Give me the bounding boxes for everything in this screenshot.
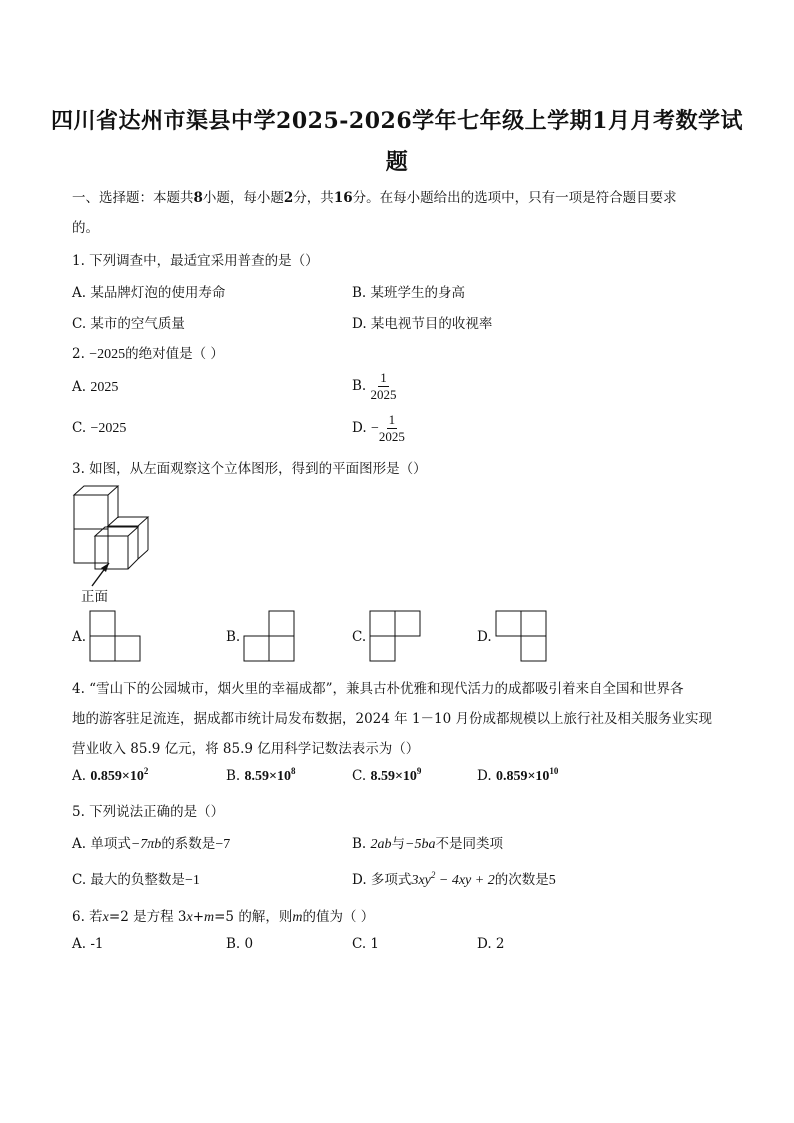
q1-option-d: D. 某电视节目的收视率 xyxy=(352,316,493,332)
option-value: −2025 xyxy=(90,421,127,436)
exponent: 2 xyxy=(143,766,149,776)
poly-term: 3xy xyxy=(411,873,431,888)
monomial: −7πb xyxy=(130,837,162,852)
var-x: x xyxy=(102,910,109,925)
option-label: A. xyxy=(72,768,87,784)
section-text: 分。在每小题给出的选项中，只有一项是符合题目要求 xyxy=(352,190,677,206)
exponent: 9 xyxy=(416,766,422,776)
polynomial xyxy=(411,870,495,888)
option-value: 5 xyxy=(548,873,556,888)
option-label: D. xyxy=(352,420,367,436)
term-1: 2ab xyxy=(370,837,392,852)
option-text: 与 xyxy=(391,836,406,852)
q4-stem-line3: 营业收入 85.9 亿元，将 85.9 亿用科学记数法表示为（） xyxy=(72,741,420,757)
q6-option-d: D. 2 xyxy=(477,936,505,952)
stem-text: =5 的解，则 xyxy=(214,909,293,925)
var-m: m xyxy=(292,910,303,925)
stem-text: =2 是方程 3 xyxy=(108,909,187,925)
option-text: 的次数是 xyxy=(494,872,549,888)
q4-stem-line1: 4. “雪山下的公园城市，烟火里的幸福成都”，兼具古朴优雅和现代活力的成都吸引着来自全国和世界各 xyxy=(72,681,684,697)
option-value xyxy=(495,766,559,784)
q2-number: 2. xyxy=(72,346,85,362)
mantissa: 0.859×10 xyxy=(495,769,550,784)
q4-option-b xyxy=(226,768,296,785)
option-label: A. xyxy=(72,379,87,395)
option-value: −7 xyxy=(215,837,231,852)
option-label: B. xyxy=(352,836,367,852)
q1-option-b: B. 某班学生的身高 xyxy=(352,285,466,301)
exam-title-line1: 四川省达州市渠县中学2025-2026学年七年级上学期1月月考数学试 xyxy=(51,108,743,134)
option-label: D. xyxy=(477,768,492,784)
option-value: 2025 xyxy=(90,380,119,395)
question-count: 8 xyxy=(193,190,203,206)
q6-option-c: C. 1 xyxy=(352,936,380,952)
q1-stem: 1. 下列调查中，最适宜采用普查的是（） xyxy=(72,253,319,269)
option-value xyxy=(370,766,422,784)
exponent: 10 xyxy=(549,766,559,776)
numerator: 1 xyxy=(380,370,387,385)
q6-option-b: B. 0 xyxy=(226,936,254,952)
points-each: 2 xyxy=(283,190,294,206)
q5-option-a xyxy=(72,832,230,853)
section-header-line2: 的。 xyxy=(72,220,99,236)
denominator: 2025 xyxy=(378,429,405,444)
mantissa: 8.59×10 xyxy=(370,769,417,784)
q5-option-b xyxy=(352,832,503,853)
points-total: 16 xyxy=(333,190,353,206)
section-text: 分，共 xyxy=(293,190,334,206)
exponent: 8 xyxy=(291,766,296,776)
q3-option-a-label: A. xyxy=(72,629,87,645)
minus-sign: − xyxy=(370,421,379,436)
q1-option-c: C. 某市的空气质量 xyxy=(72,316,185,332)
option-label: C. xyxy=(72,420,87,436)
exam-title-line2: 题 xyxy=(385,149,409,175)
option-text: A. 单项式 xyxy=(72,836,131,852)
q2-stem-text: 的绝对值是（ ） xyxy=(125,346,224,362)
q4-stem-line2: 地的游客驻足流连，据成都市统计局发布数据，2024 年 1－10 月份成都规模以上旅行社及相关服务业实现 xyxy=(72,711,712,727)
var-m: m xyxy=(204,910,215,925)
q1-option-a: A. 某品牌灯泡的使用寿命 xyxy=(72,285,226,301)
section-text: 小题，每小题 xyxy=(202,190,284,206)
q4-option-c xyxy=(352,768,421,785)
option-label: B. xyxy=(352,378,367,394)
var-x: x xyxy=(186,910,193,925)
option-label: C. xyxy=(352,768,367,784)
numerator: 1 xyxy=(388,412,396,427)
option-value xyxy=(244,766,296,784)
term-2: −5ba xyxy=(405,837,436,852)
q5-stem: 5. 下列说法正确的是（） xyxy=(72,804,225,820)
option-value: −1 xyxy=(184,873,200,888)
stem-text: + xyxy=(192,909,204,925)
q5-option-d xyxy=(352,868,556,889)
q5-option-c xyxy=(72,868,200,889)
option-text: 不是同类项 xyxy=(435,836,503,852)
poly-rest: − 4xy + 2 xyxy=(435,873,495,888)
stem-text: 的值为（ ） xyxy=(302,909,375,925)
front-label: 正面 xyxy=(81,589,108,605)
q3-option-c-label: C. xyxy=(352,629,367,645)
q2-value: −2025 xyxy=(89,347,126,362)
mantissa: 8.59×10 xyxy=(244,769,291,784)
option-text: C. 最大的负整数是 xyxy=(72,872,185,888)
q3-option-b-label: B. xyxy=(226,629,241,645)
q4-option-d xyxy=(477,768,558,785)
q6-option-a: A. -1 xyxy=(72,936,104,952)
option-label: B. xyxy=(226,768,241,784)
exponent: 2 xyxy=(430,870,436,880)
option-text: D. 多项式 xyxy=(352,872,412,888)
section-text: 一、选择题：本题共 xyxy=(72,190,194,206)
q4-option-a xyxy=(72,768,148,785)
q3-stem: 3. 如图，从左面观察这个立体图形，得到的平面图形是（） xyxy=(72,461,427,477)
stem-text: 6. 若 xyxy=(72,909,103,925)
q3-option-d-label: D. xyxy=(477,629,492,645)
option-value xyxy=(90,766,149,784)
denominator: 2025 xyxy=(370,387,397,402)
q6-stem xyxy=(72,905,374,926)
option-text: 的系数是 xyxy=(161,836,216,852)
mantissa: 0.859×10 xyxy=(90,769,144,784)
